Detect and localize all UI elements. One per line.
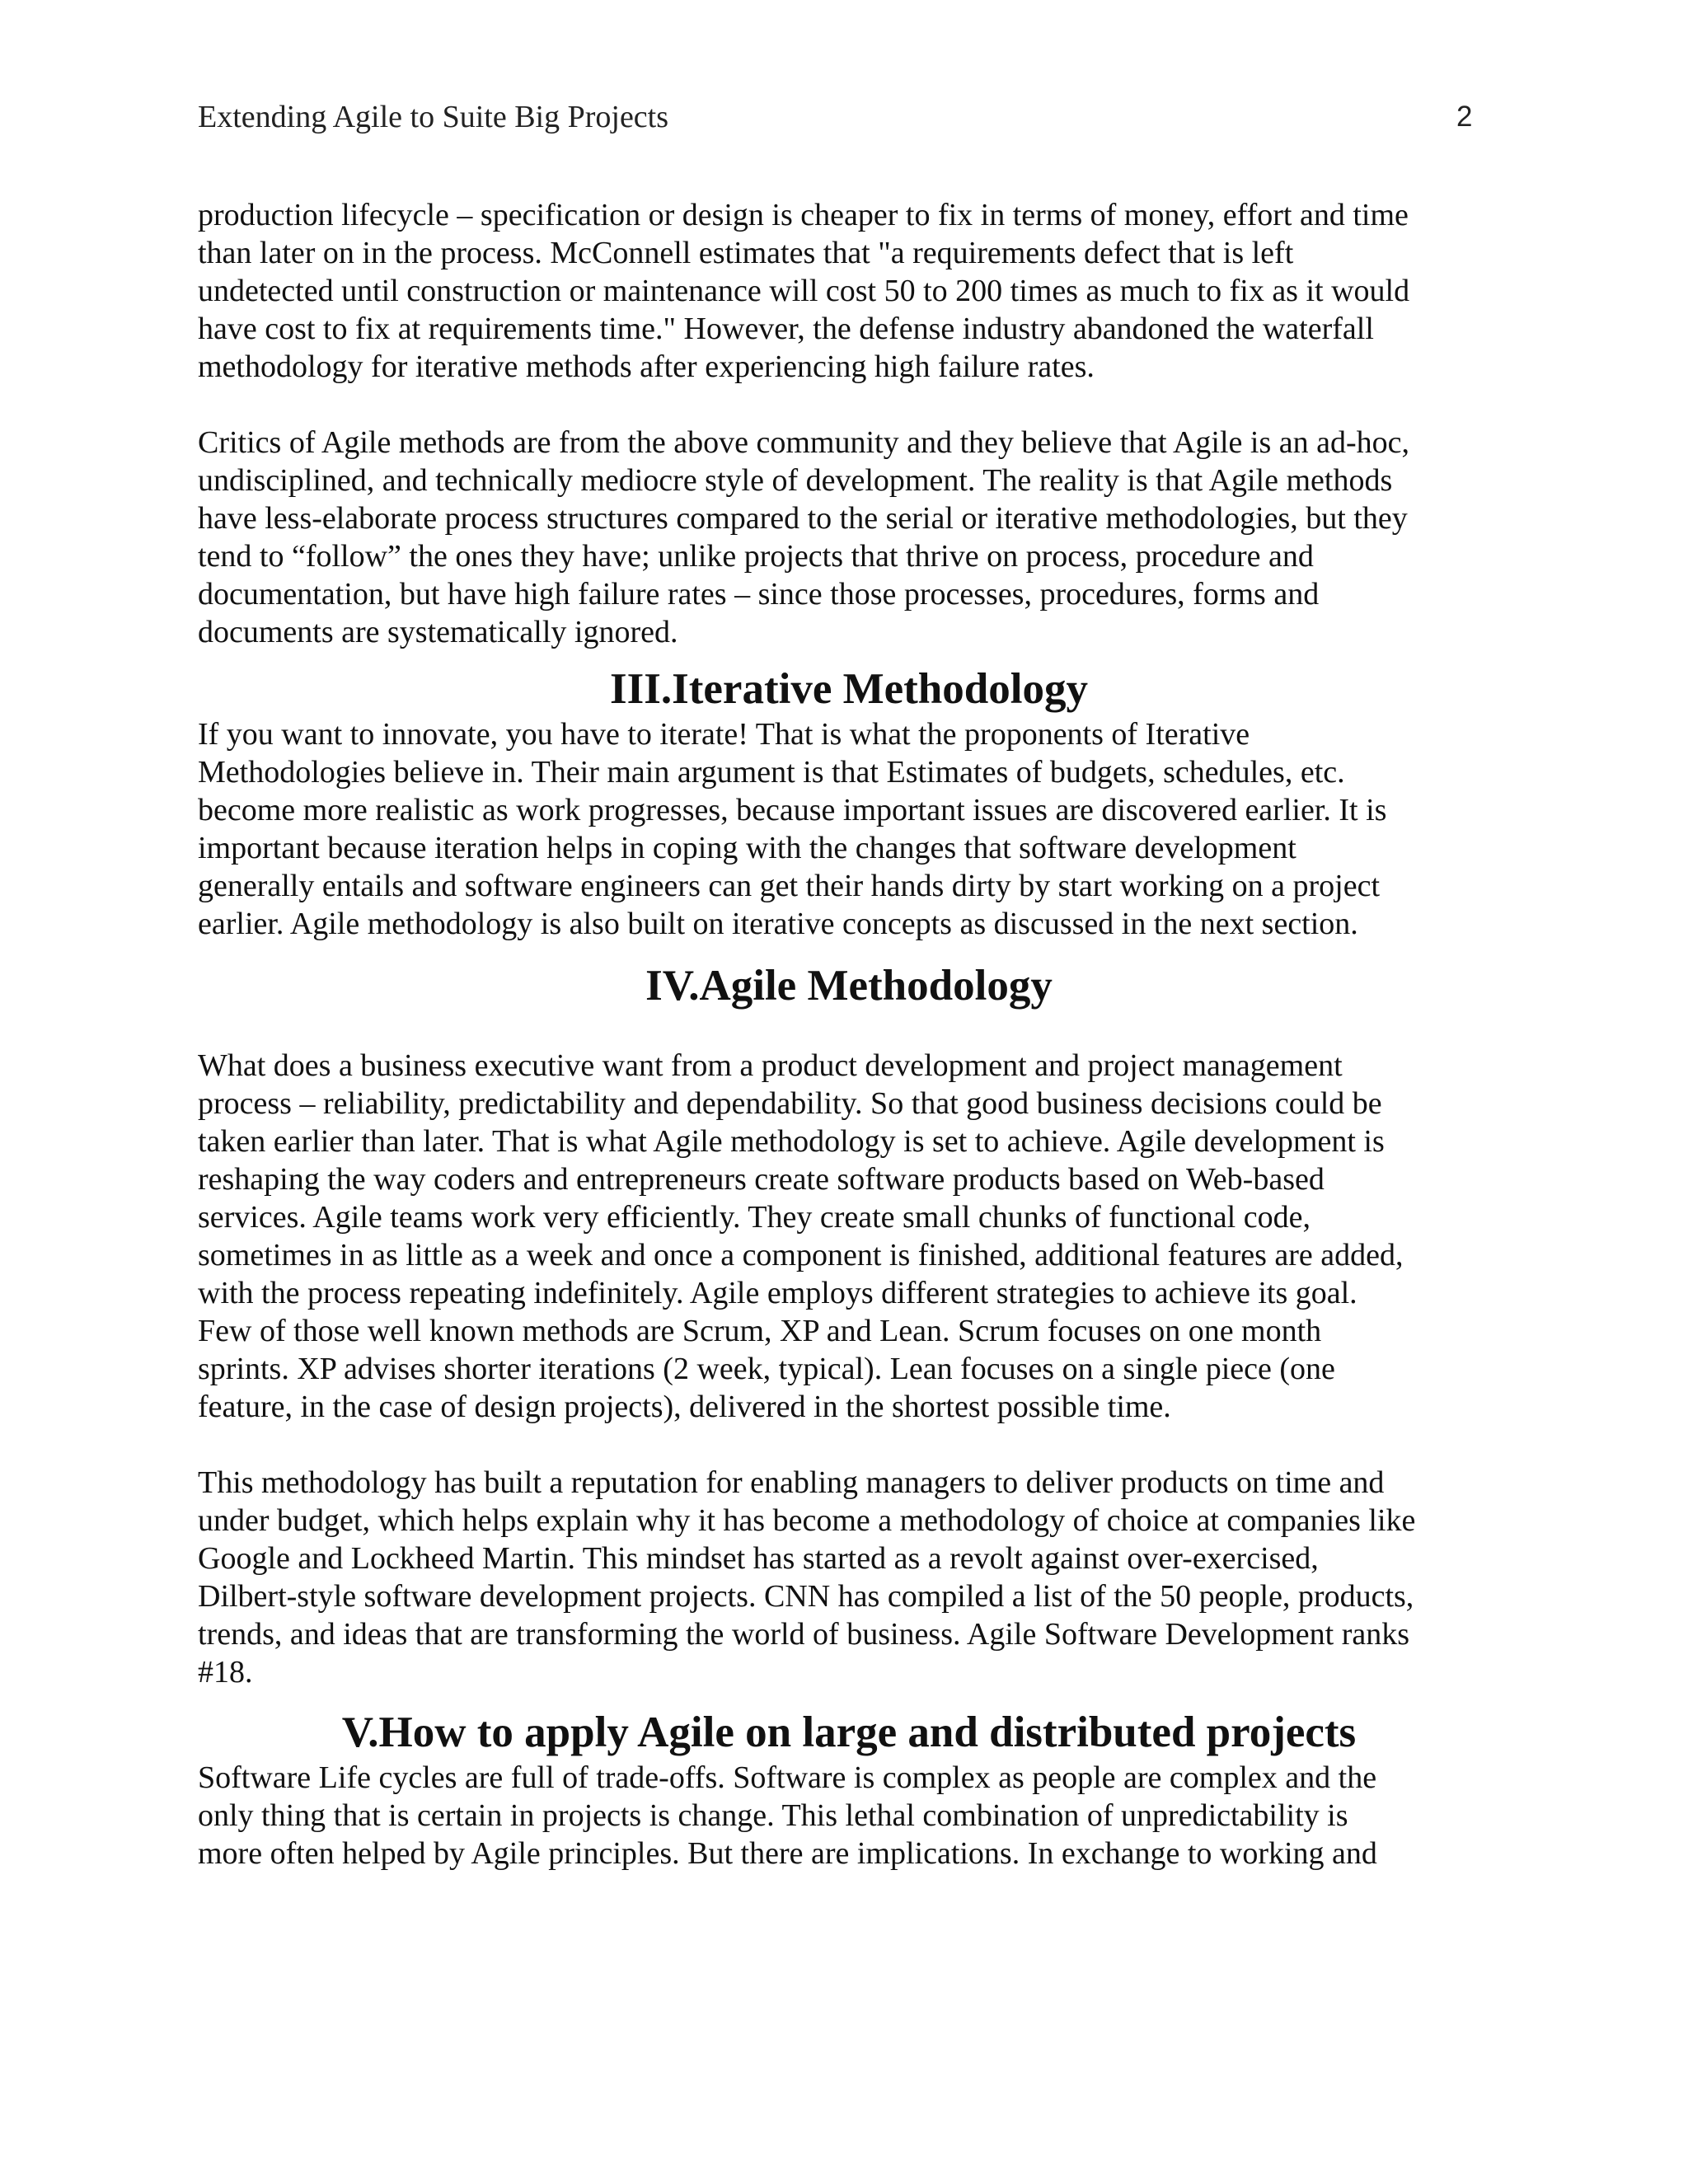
section-heading-agile: IV.Agile Methodology [645, 962, 1053, 1010]
section-heading-large-projects: V.How to apply Agile on large and distributed projects [341, 1708, 1357, 1756]
paragraph-spacer [198, 1012, 1500, 1047]
paragraph-lifecycle-cost: production lifecycle – specification or design is cheaper to fix in terms of money, effort and time than later on in the process. McConnell estimates that "a requirements defect that is left undetected until construction or maintenance will cost 50 to 200 times as much to fix as it would have cost to fix at requirements time." However, the defense industry abandoned the waterfall methodology for iterative methods after experiencing high failure rates. [198, 198, 1410, 384]
paragraph-life-cycles: Software Life cycles are full of trade-offs. Software is complex as people are complex and the only thing that is certain in projects is change. This lethal combination of unpredictability is more often helped by Agile principles. But there are implications. In exchange to working and [198, 1760, 1377, 1871]
paragraph-agile-reputation: This methodology has built a reputation for enabling managers to deliver products on time and under budget, which helps explain why it has become a methodology of choice at companies like Google and Lockheed Martin. This mindset has started as a revolt against over-exercised, Dilbert-style software development projects. CNN has compiled a list of the 50 people, products, trends, and ideas that are transforming the world of business. Agile Software Development ranks #18. [198, 1465, 1416, 1690]
page-number: 2 [1456, 101, 1473, 133]
paragraph-spacer [198, 386, 1500, 424]
section-heading-iterative: III.Iterative Methodology [610, 665, 1088, 713]
paragraph-spacer [198, 1426, 1500, 1464]
running-header-title: Extending Agile to Suite Big Projects [198, 100, 669, 134]
paragraph-agile-critics: Critics of Agile methods are from the above community and they believe that Agile is an ad-hoc, undisciplined, and technically mediocre style of development. The reality is that Agile methods have less-elaborate process structures compared to the serial or iterative methodologies, but they tend to “follow” the ones they have; unlike projects that thrive on process, procedure and documentation, but have high failure rates – since those processes, procedures, forms and documents are systematically ignored. [198, 425, 1409, 649]
document-body [198, 196, 1500, 1872]
paragraph-agile-executive: What does a business executive want from a product development and project management process – reliability, predictability and dependability. So that good business decisions could be taken earlier than later. That is what Agile methodology is set to achieve. Agile development is reshaping the way coders and entrepreneurs create software products based on Web-based services. Agile teams work very efficiently. They create small chunks of functional code, sometimes in as little as a week and once a component is finished, additional features are added, with the process repeating indefinitely. Agile employs different strategies to achieve its goal. Few of those well known methods are Scrum, XP and Lean. Scrum focuses on one month sprints. XP advises shorter iterations (2 week, typical). Lean focuses on a single piece (one feature, in the case of design projects), delivered in the shortest possible time. [198, 1048, 1404, 1424]
paragraph-iterative: If you want to innovate, you have to iterate! That is what the proponents of Iterative Methodologies believe in. Their main argument is that Estimates of budgets, schedules, etc. become more realistic as work progresses, because important issues are discovered earlier. It is important because iteration helps in coping with the changes that software development generally entails and software engineers can get their hands dirty by start working on a project earlier. Agile methodology is also built on iterative concepts as discussed in the next section. [198, 717, 1387, 941]
